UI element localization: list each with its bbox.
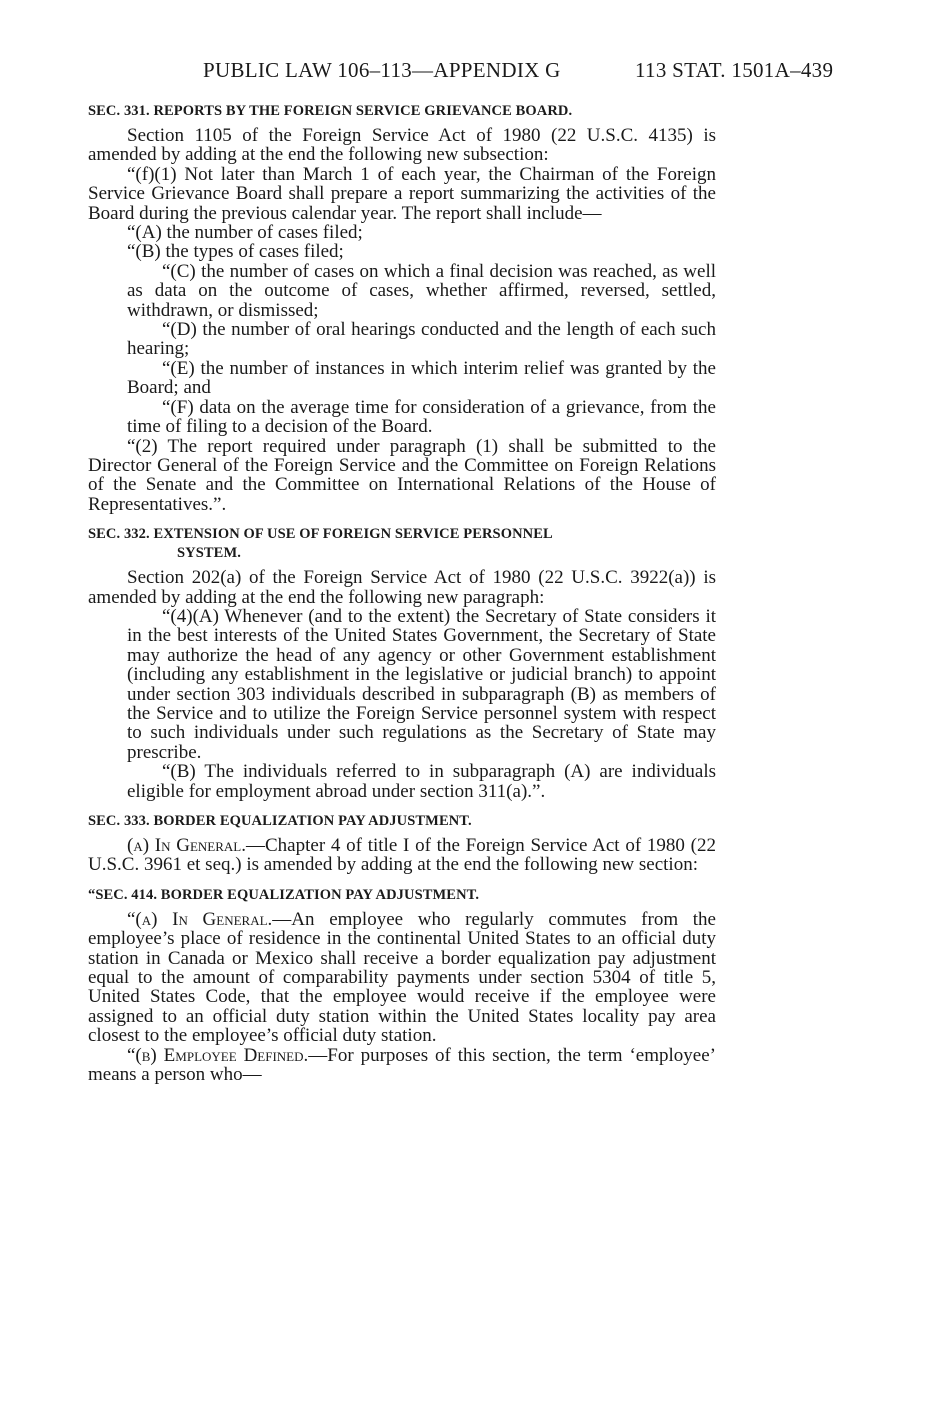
section-414-subsection-b (88, 1046, 716, 1085)
page-body (88, 102, 716, 1084)
section-332-item-a: “(4)(A) Whenever (and to the extent) the Secretary of State considers it in the best interests of the United States Government, the Secretary of State may authorize the head of any agency or other Government establishment (including any establishment in the legislative or judicial branch) to appoint under section 303 individuals described in subparagraph (B) as members of the Service and to utilize the Foreign Service personnel system with respect to such individuals under such regulations as the Secretary of State may prescribe. (127, 605, 716, 763)
section-332-intro: Section 202(a) of the Foreign Service Act of 1980 (22 U.S.C. 3922(a)) is amended by adding at the end the following new paragraph: (88, 567, 716, 608)
section-331-item-e: “(E) the number of instances in which interim relief was granted by the Board; and (127, 357, 716, 399)
section-332-heading-line1: SEC. 332. EXTENSION OF USE OF FOREIGN SERVICE PERSONNEL (88, 526, 553, 543)
section-414-a-label: “(a) In General. (127, 908, 273, 930)
section-414-a-text: —An employee who regularly commutes from the employee’s place of residence in the continental United States to an official duty station in Canada or Mexico shall receive a border equalization pay adjustment equal to the amount of comparability payments under section 5304 of title 5, United States Code, that the employee would receive if the employee were assigned to an official duty station within the United States locality pay area closest to the employee’s official duty station. (88, 908, 716, 1047)
section-331-paragraph-2: “(2) The report required under paragraph (1) shall be submitted to the Director General of the Foreign Service and the Committee on Foreign Relations of the Senate and the Committee on International Relations of the House of Representatives.”. (88, 435, 716, 515)
section-331-heading: SEC. 331. REPORTS BY THE FOREIGN SERVICE GRIEVANCE BOARD. (88, 103, 573, 119)
header-law-title: PUBLIC LAW 106–113—APPENDIX G (203, 58, 561, 82)
section-331-item-a: “(A) the number of cases filed; (127, 222, 363, 244)
section-333-a-text: —Chapter 4 of title I of the Foreign Service Act of 1980 (22 U.S.C. 3961 et seq.) is amended by adding at the end the following new section: (88, 835, 716, 876)
header-stat-citation: 113 STAT. 1501A–439 (635, 58, 834, 82)
section-414-b-label: “(b) Employee Defined. (127, 1044, 309, 1066)
section-331-f1: “(f)(1) Not later than March 1 of each year, the Chairman of the Foreign Service Grievance Board shall prepare a report summarizing the activities of the Board during the previous calendar year. The report shall include— (88, 163, 716, 224)
section-332-heading (88, 525, 716, 563)
section-414-heading: “SEC. 414. BORDER EQUALIZATION PAY ADJUSTMENT. (88, 886, 480, 903)
section-331-intro: Section 1105 of the Foreign Service Act of 1980 (22 U.S.C. 4135) is amended by adding at the end the following new subsection: (88, 125, 716, 166)
section-333-heading: SEC. 333. BORDER EQUALIZATION PAY ADJUSTMENT. (88, 813, 472, 829)
section-333-subsection-a (88, 836, 716, 875)
section-414-subsection-a (88, 910, 716, 1046)
section-332-heading-line2: SYSTEM. (177, 545, 241, 562)
section-414-b-text: —For purposes of this section, the term ‘employee’ means a person who— (88, 1044, 716, 1086)
section-331-item-c: “(C) the number of cases on which a final decision was reached, as well as data on the outcome of cases, whether affirmed, reversed, settled, withdrawn, or dismissed; (127, 260, 716, 321)
running-header (203, 58, 858, 83)
section-333-a-label: (a) In General. (127, 835, 246, 856)
section-331-item-f: “(F) data on the average time for consideration of a grievance, from the time of filing to a decision of the Board. (127, 396, 716, 438)
section-331-item-d: “(D) the number of oral hearings conducted and the length of each such hearing; (127, 319, 716, 360)
section-332-item-b: “(B) The individuals referred to in subparagraph (A) are individuals eligible for employment abroad under section 311(a).”. (127, 761, 716, 802)
section-331-item-b: “(B) the types of cases filed; (127, 241, 344, 263)
